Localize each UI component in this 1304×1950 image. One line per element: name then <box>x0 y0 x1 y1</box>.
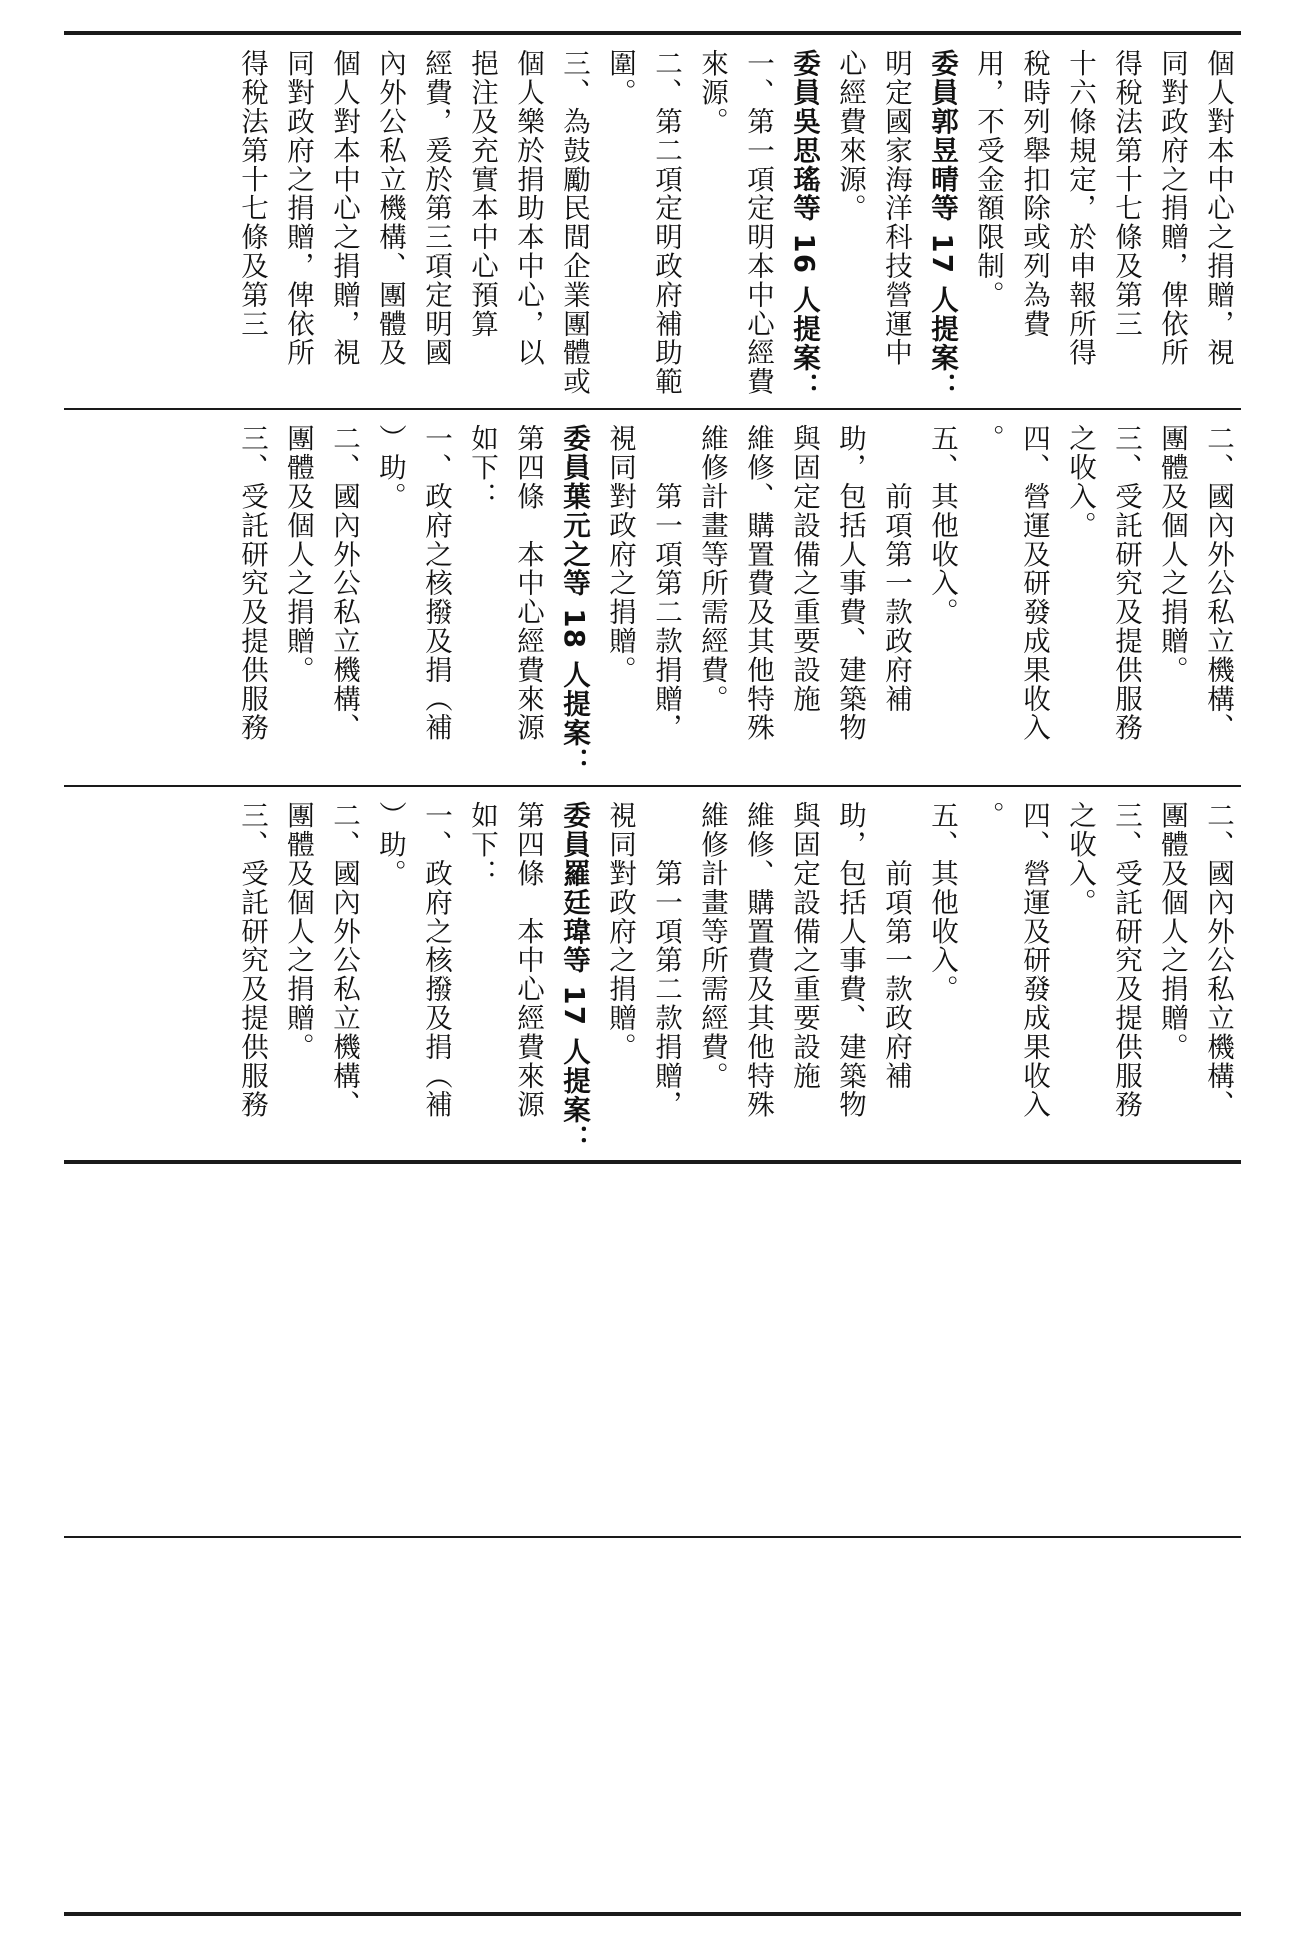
text-line: 之收入。 <box>1064 424 1096 540</box>
proposal-heading-line: 委員葉元之等 18 人提案： <box>558 424 590 777</box>
text-line: ）助。 <box>374 801 406 888</box>
text-line: ）助。 <box>374 424 406 511</box>
text-line: 個人對本中心之捐贈，視 <box>328 49 360 367</box>
bottom-border-rule <box>64 1912 1241 1916</box>
text-line: 二、國內外公私立機構、 <box>328 424 360 742</box>
proposal-heading-line: 委員郭昱晴等 17 人提案： <box>926 49 958 402</box>
column-2-cell <box>64 414 1241 779</box>
text-line: 助，包括人事費、建築物 <box>834 424 866 742</box>
text-line: 團體及個人之捐贈。 <box>282 801 314 1062</box>
column-1-lines <box>229 39 1241 404</box>
text-line: 經費，爰於第三項定明國 <box>420 49 452 367</box>
text-line: 維修計畫等所需經費。 <box>696 424 728 713</box>
top-border-rule <box>64 31 1241 35</box>
proposal-heading-line: 委員吳思瑤等 16 人提案： <box>788 49 820 402</box>
column-divider-2 <box>64 785 1241 787</box>
text-line: 前項第一款政府補 <box>880 424 912 713</box>
text-line: 二、國內外公私立機構、 <box>328 801 360 1119</box>
text-line: 團體及個人之捐贈。 <box>282 424 314 685</box>
text-line: 得稅法第十七條及第三 <box>236 49 268 338</box>
text-line: 用，不受金額限制。 <box>972 49 1004 310</box>
text-line: 三、受託研究及提供服務 <box>1110 801 1142 1119</box>
text-line: 五、其他收入。 <box>926 424 958 627</box>
text-line: 團體及個人之捐贈。 <box>1156 801 1188 1062</box>
text-line: 一、第一項定明本中心經費 <box>742 49 774 396</box>
text-line: 三、為鼓勵民間企業團體或 <box>558 49 590 396</box>
column-divider-1 <box>64 408 1241 410</box>
text-line: 同對政府之捐贈，俾依所 <box>1156 49 1188 367</box>
column-5-cell-empty <box>64 1542 1241 1907</box>
proposal-heading-line: 委員羅廷瑋等 17 人提案： <box>558 801 590 1154</box>
text-line: 二、國內外公私立機構、 <box>1202 424 1234 742</box>
column-2-lines <box>229 414 1241 779</box>
text-line: 二、國內外公私立機構、 <box>1202 801 1234 1119</box>
column-divider-3 <box>64 1160 1241 1164</box>
text-line: 三、受託研究及提供服務 <box>236 424 268 742</box>
text-line: 個人樂於捐助本中心，以 <box>512 49 544 367</box>
text-line: 如下： <box>466 801 498 888</box>
column-3-lines <box>229 791 1241 1156</box>
text-line: 心經費來源。 <box>834 49 866 223</box>
text-line: 五、其他收入。 <box>926 801 958 1004</box>
text-line: 內外公私立機構、團體及 <box>374 49 406 367</box>
text-line: 如下： <box>466 424 498 511</box>
column-3-cell <box>64 791 1241 1156</box>
text-line: 視同對政府之捐贈。 <box>604 424 636 685</box>
column-1-cell <box>64 39 1241 404</box>
text-line: 前項第一款政府補 <box>880 801 912 1090</box>
text-line: 圍。 <box>604 49 636 107</box>
text-line: 第四條 本中心經費來源 <box>512 424 544 742</box>
text-line: 與固定設備之重要設施 <box>788 801 820 1090</box>
text-line: 來源。 <box>696 49 728 136</box>
text-line: 個人對本中心之捐贈，視 <box>1202 49 1234 367</box>
text-line: 十六條規定，於申報所得 <box>1064 49 1096 367</box>
text-line: 明定國家海洋科技營運中 <box>880 49 912 367</box>
text-line: 。 <box>972 801 1004 830</box>
text-line: 稅時列舉扣除或列為費 <box>1018 49 1050 338</box>
text-line: 與固定設備之重要設施 <box>788 424 820 713</box>
text-line: 維修、購置費及其他特殊 <box>742 801 774 1119</box>
text-line: 視同對政府之捐贈。 <box>604 801 636 1062</box>
text-line: 三、受託研究及提供服務 <box>236 801 268 1119</box>
text-line: 四、營運及研發成果收入 <box>1018 424 1050 742</box>
text-line: 四、營運及研發成果收入 <box>1018 801 1050 1119</box>
text-line: 第一項第二款捐贈， <box>650 801 682 1119</box>
text-line: 挹注及充實本中心預算 <box>466 49 498 338</box>
column-4-cell-empty <box>64 1166 1241 1531</box>
text-line: 團體及個人之捐贈。 <box>1156 424 1188 685</box>
text-line: 。 <box>972 424 1004 453</box>
text-line: 第四條 本中心經費來源 <box>512 801 544 1119</box>
column-divider-4 <box>64 1536 1241 1538</box>
text-line: 之收入。 <box>1064 801 1096 917</box>
text-line: 二、第二項定明政府補助範 <box>650 49 682 396</box>
text-line: 三、受託研究及提供服務 <box>1110 424 1142 742</box>
text-line: 助，包括人事費、建築物 <box>834 801 866 1119</box>
text-line: 維修、購置費及其他特殊 <box>742 424 774 742</box>
text-line: 維修計畫等所需經費。 <box>696 801 728 1090</box>
text-line: 一、政府之核撥及捐（補 <box>420 424 452 742</box>
text-line: 得稅法第十七條及第三 <box>1110 49 1142 338</box>
text-line: 第一項第二款捐贈， <box>650 424 682 742</box>
text-line: 一、政府之核撥及捐（補 <box>420 801 452 1119</box>
text-line: 同對政府之捐贈，俾依所 <box>282 49 314 367</box>
